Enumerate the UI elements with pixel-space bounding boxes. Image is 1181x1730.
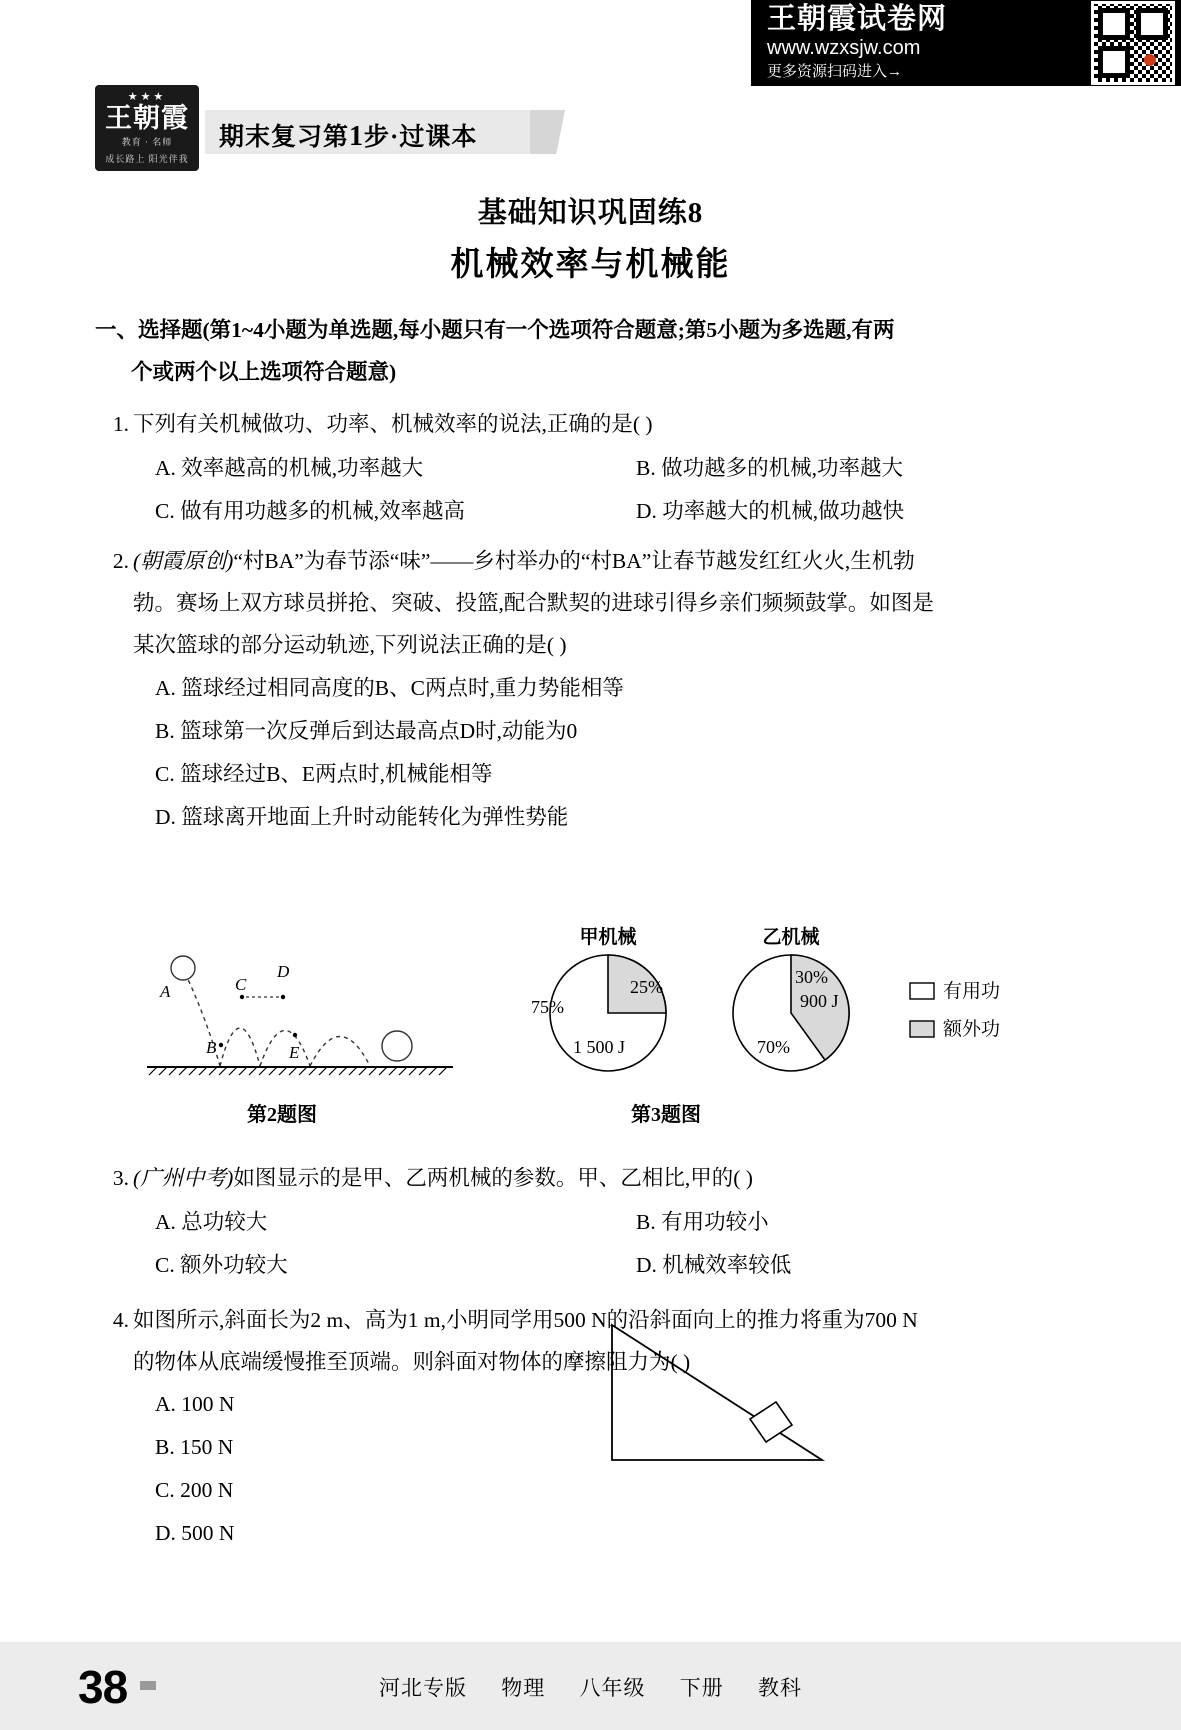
question-3-option-d[interactable]: D. 机械效率较低 xyxy=(636,1252,792,1277)
question-2-stem-line3: 某次篮球的部分运动轨迹,下列说法正确的是( ) xyxy=(133,633,567,658)
exercise-content-lower xyxy=(95,1148,1095,1555)
question-3-number: 3. xyxy=(112,1166,129,1190)
question-1-options-row2 xyxy=(133,491,1095,532)
question-1-options xyxy=(133,448,1095,489)
svg-text:乙机械: 乙机械 xyxy=(762,927,820,948)
question-2-stem-line1 xyxy=(133,541,1095,583)
exercise-content xyxy=(95,310,1095,839)
banner-text-block xyxy=(751,0,1091,86)
ribbon-text xyxy=(219,117,477,153)
site-banner xyxy=(751,0,1181,86)
question-3-options-row2 xyxy=(133,1245,1095,1286)
svg-text:C: C xyxy=(235,975,247,994)
logo-stars: ★★★ xyxy=(127,90,167,103)
question-3-option-a[interactable]: A. 总功较大 xyxy=(155,1209,268,1234)
logo-name: 王朝霞 xyxy=(105,102,189,133)
question-4 xyxy=(95,1300,1095,1556)
footer-item-volume: 下册 xyxy=(679,1676,724,1700)
footer-item-region: 河北专版 xyxy=(379,1676,467,1700)
logo-tagline: 成长路上 阳光伴我 xyxy=(105,153,189,164)
page-title: 基础知识巩固练8 xyxy=(477,197,704,229)
question-1 xyxy=(95,404,1095,532)
svg-text:额外功: 额外功 xyxy=(943,1019,1001,1040)
svg-text:有用功: 有用功 xyxy=(943,981,1001,1002)
question-2-source: (朝霞原创) xyxy=(133,549,234,574)
question-4-stem-line1: 如图所示,斜面长为2 m、高为1 m,小明同学用500 N的沿斜面向上的推力将重为700 N xyxy=(133,1307,918,1332)
question-4-option-b[interactable]: B. 150 N xyxy=(155,1435,234,1460)
logo-sub: 教育 · 名师 xyxy=(121,136,173,147)
svg-text:D: D xyxy=(277,962,290,981)
banner-url: www.wzxsjw.com xyxy=(767,37,921,60)
basketball-trajectory-figure xyxy=(135,935,465,1095)
question-2-option-c[interactable]: C. 篮球经过B、E两点时,机械能相等 xyxy=(155,762,493,787)
page-number: 38 xyxy=(78,1661,128,1713)
svg-text:甲机械: 甲机械 xyxy=(579,927,637,948)
question-3-source: (广州中考) xyxy=(133,1166,234,1190)
question-4-number: 4. xyxy=(112,1307,129,1332)
question-3-options xyxy=(133,1202,1095,1243)
footer-item-publisher: 教科 xyxy=(758,1676,802,1700)
svg-text:1 500 J: 1 500 J xyxy=(573,1037,626,1057)
question-4-option-c[interactable]: C. 200 N xyxy=(155,1478,234,1503)
question-2-number: 2. xyxy=(112,549,129,574)
svg-text:900 J: 900 J xyxy=(800,991,839,1011)
question-3-option-b[interactable]: B. 有用功较小 xyxy=(636,1209,769,1234)
section-heading-line2: 个或两个以上选项符合题意) xyxy=(131,359,397,384)
qr-logo-dot-icon xyxy=(1144,54,1156,66)
question-2-option-b[interactable]: B. 篮球第一次反弹后到达最高点D时,动能为0 xyxy=(155,719,578,744)
svg-text:70%: 70% xyxy=(757,1037,790,1057)
ribbon-prefix: 期末复习第 xyxy=(219,124,350,151)
svg-text:E: E xyxy=(289,1043,300,1062)
page-subtitle: 机械效率与机械能 xyxy=(450,247,731,283)
footer-item-grade: 八年级 xyxy=(579,1676,646,1700)
question-3-stem xyxy=(133,1158,1095,1200)
question-1-option-c[interactable]: C. 做有用功越多的机械,效率越高 xyxy=(155,498,465,523)
machine-efficiency-pie-figure xyxy=(495,925,1015,1090)
question-1-stem: 下列有关机械做功、功率、机械效率的说法,正确的是( ) xyxy=(133,411,653,436)
footer-meta xyxy=(0,1672,1181,1702)
question-1-option-d[interactable]: D. 功率越大的机械,做功越快 xyxy=(636,498,905,523)
svg-text:B: B xyxy=(206,1038,217,1057)
question-2-option-d[interactable]: D. 篮球离开地面上升时动能转化为弹性势能 xyxy=(155,805,569,830)
banner-subtitle: 更多资源扫码进入→ xyxy=(767,63,903,81)
question-2-stem-line2: 勃。赛场上双方球员拼抢、突破、投篮,配合默契的进球引得乡亲们频频鼓掌。如图是 xyxy=(133,591,934,616)
question-3-option-c[interactable]: C. 额外功较大 xyxy=(155,1252,288,1277)
question-3 xyxy=(95,1158,1095,1286)
svg-text:A: A xyxy=(160,982,171,1001)
svg-text:75%: 75% xyxy=(531,997,564,1017)
header-ribbon xyxy=(205,110,565,154)
svg-text:25%: 25% xyxy=(630,977,663,997)
figure-row xyxy=(95,927,1095,1135)
inclined-plane-figure xyxy=(600,1315,860,1475)
question-2-option-a[interactable]: A. 篮球经过相同高度的B、C两点时,重力势能相等 xyxy=(155,676,624,701)
question-4-option-d[interactable]: D. 500 N xyxy=(155,1521,235,1546)
publisher-logo xyxy=(95,85,199,171)
question-4-option-a[interactable]: A. 100 N xyxy=(155,1392,235,1417)
question-1-option-b[interactable]: B. 做功越多的机械,功率越大 xyxy=(636,455,903,480)
question-1-option-a[interactable]: A. 效率越高的机械,功率越大 xyxy=(155,455,424,480)
question-2-stem-text1: “村BA”为春节添“味”——乡村举办的“村BA”让春节越发红红火火,生机勃 xyxy=(233,549,915,574)
qr-finder-icon xyxy=(1098,46,1130,78)
ribbon-step-number: 1 xyxy=(349,121,365,152)
question-3-stem-text: 如图显示的是甲、乙两机械的参数。甲、乙相比,甲的( ) xyxy=(233,1166,753,1190)
question-1-number: 1. xyxy=(112,411,129,436)
section-heading-line1: 一、选择题(第1~4小题为单选题,每小题只有一个选项符合题意;第5小题为多选题,有两 xyxy=(95,318,895,342)
section-heading xyxy=(95,310,1095,394)
qr-code-icon xyxy=(1091,1,1175,85)
question-4-stem-line2: 的物体从底端缓慢推至顶端。则斜面对物体的摩擦阻力为( ) xyxy=(133,1349,691,1374)
figure-3-caption: 第3题图 xyxy=(631,1104,701,1126)
banner-title: 王朝霞试卷网 xyxy=(767,2,948,35)
ribbon-suffix: 步·过课本 xyxy=(364,124,478,151)
footer-item-subject: 物理 xyxy=(501,1676,546,1700)
figure-2-caption: 第2题图 xyxy=(247,1104,317,1126)
ribbon-tail xyxy=(530,110,565,154)
question-2 xyxy=(95,541,1095,839)
svg-text:30%: 30% xyxy=(795,967,828,987)
